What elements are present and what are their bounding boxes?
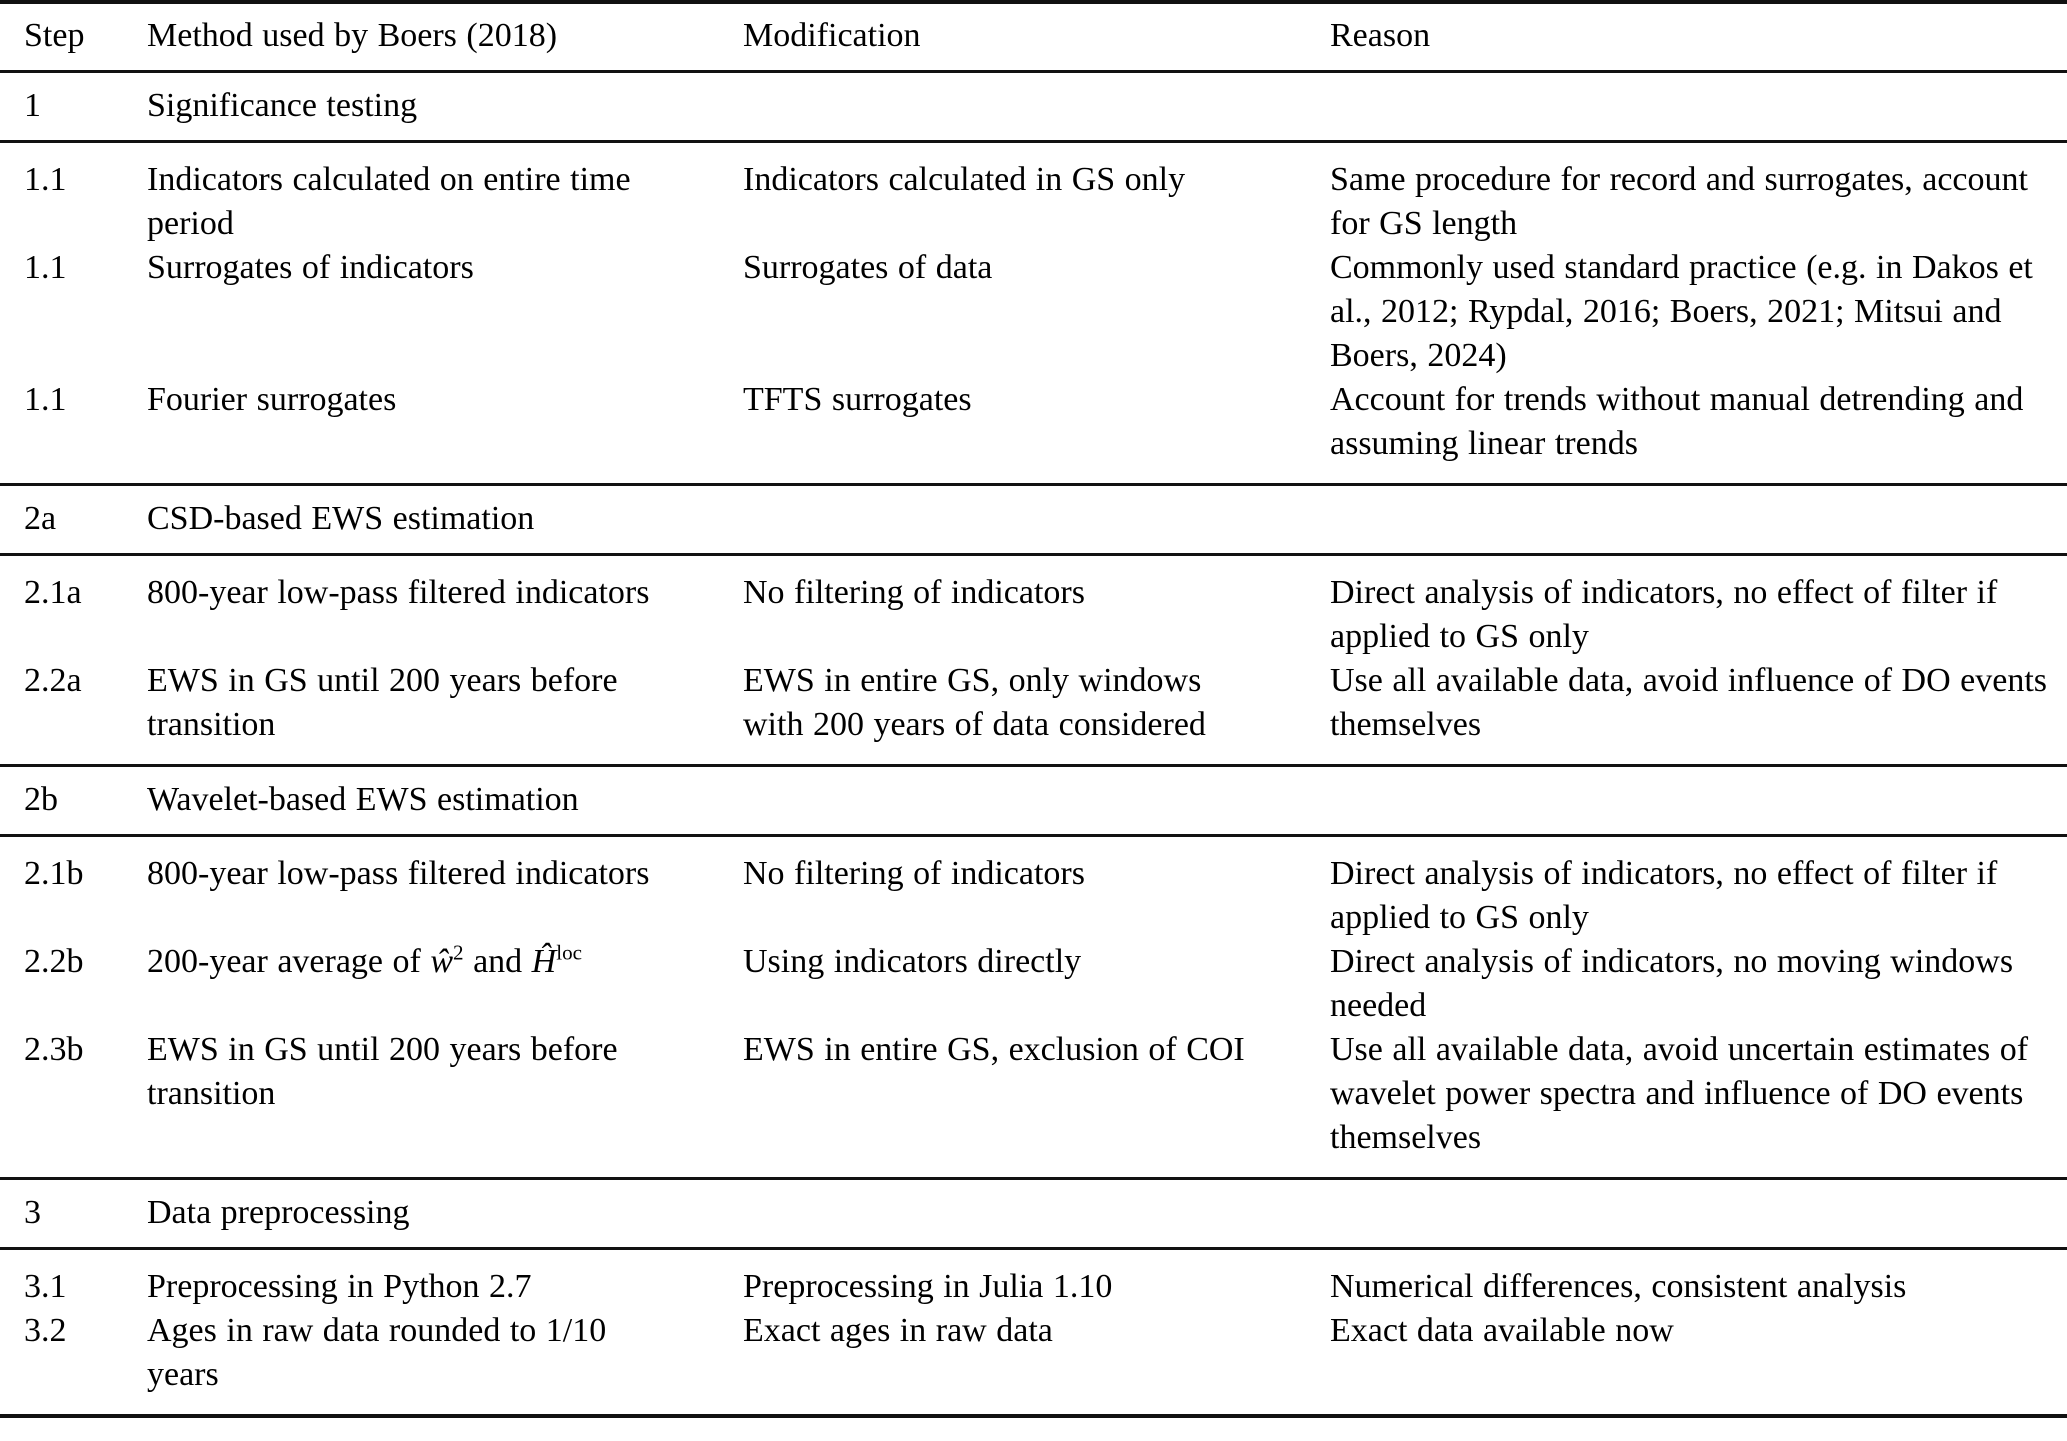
table-row	[0, 659, 2067, 766]
method-cell: Surrogates of indicators	[147, 249, 474, 286]
table-row	[0, 555, 2067, 660]
method-cell: EWS in GS until 200 years before transition	[147, 1031, 618, 1112]
section-step-label: 1	[24, 87, 41, 124]
header-reason: Reason	[1330, 17, 1431, 54]
table-row	[0, 142, 2067, 247]
w-hat-exponent: 2	[453, 940, 464, 965]
method-cell: EWS in GS until 200 years before transition	[147, 662, 618, 743]
header-step: Step	[24, 17, 85, 54]
modification-cell: Exact ages in raw data	[743, 1312, 1053, 1349]
step-cell: 2.2b	[24, 943, 84, 980]
method-cell: 800-year low-pass filtered indicators	[147, 855, 650, 892]
section-row	[0, 72, 2067, 142]
reason-cell: Use all available data, avoid uncertain estimates of wavelet power spectra and influence of DO events themselves	[1330, 1031, 2029, 1156]
reason-cell: Commonly used standard practice (e.g. in Dakos et al., 2012; Rypdal, 2016; Boers, 2021; Mitsui and Boers, 2024)	[1330, 249, 2033, 374]
header-method: Method used by Boers (2018)	[147, 17, 558, 54]
modification-cell: Surrogates of data	[743, 249, 993, 286]
method-cell: Indicators calculated on entire time period	[147, 161, 631, 242]
step-cell: 2.3b	[24, 1031, 84, 1068]
section-title: CSD-based EWS estimation	[147, 500, 535, 537]
modification-cell: No filtering of indicators	[743, 574, 1085, 611]
header-modification: Modification	[743, 17, 921, 54]
step-cell: 1.1	[24, 249, 67, 286]
modification-cell: Indicators calculated in GS only	[743, 161, 1186, 198]
section-header-significance-testing	[0, 72, 2067, 142]
table-row	[0, 940, 2067, 1028]
reason-cell: Exact data available now	[1330, 1312, 1674, 1349]
modification-cell: EWS in entire GS, only windows with 200 years of data considered	[743, 662, 1206, 743]
step-cell: 3.1	[24, 1268, 67, 1305]
modification-cell: Using indicators directly	[743, 943, 1082, 980]
method-cell: Fourier surrogates	[147, 381, 397, 418]
method-cell: Ages in raw data rounded to 1/10 years	[147, 1312, 607, 1393]
method-cell-with-math	[147, 940, 743, 1028]
step-cell: 2.1a	[24, 574, 82, 611]
section-step-label: 3	[24, 1194, 41, 1231]
reason-cell: Direct analysis of indicators, no effect of filter if applied to GS only	[1330, 574, 1998, 655]
section-row	[0, 766, 2067, 836]
table-row	[0, 1028, 2067, 1179]
section-header-data-preprocessing	[0, 1179, 2067, 1249]
reason-cell: Same procedure for record and surrogates, account for GS length	[1330, 161, 2028, 242]
reason-cell: Direct analysis of indicators, no moving windows needed	[1330, 943, 2014, 1024]
modification-cell: EWS in entire GS, exclusion of COI	[743, 1031, 1245, 1068]
section-title: Wavelet-based EWS estimation	[147, 781, 579, 818]
reason-cell: Use all available data, avoid influence of DO events themselves	[1330, 662, 2048, 743]
table-row	[0, 836, 2067, 941]
method-cell: 800-year low-pass filtered indicators	[147, 574, 650, 611]
table-row	[0, 1249, 2067, 1310]
section-wavelet-ews-rows	[0, 836, 2067, 1179]
method-text-prefix: 200-year average of	[147, 943, 431, 980]
section-row	[0, 1179, 2067, 1249]
reason-cell: Account for trends without manual detrending and assuming linear trends	[1330, 381, 2024, 462]
step-cell: 2.2a	[24, 662, 82, 699]
table-row	[0, 246, 2067, 378]
h-hat-superscript: loc	[556, 940, 582, 965]
section-step-label: 2a	[24, 500, 57, 537]
reason-cell: Numerical differences, consistent analysis	[1330, 1268, 1907, 1305]
reason-cell: Direct analysis of indicators, no effect of filter if applied to GS only	[1330, 855, 1998, 936]
table-header-row	[0, 2, 2067, 72]
step-cell: 2.1b	[24, 855, 84, 892]
method-text-and: and	[463, 943, 532, 980]
method-cell: Preprocessing in Python 2.7	[147, 1268, 532, 1305]
section-header-csd-ews	[0, 485, 2067, 555]
w-hat-variable: ŵ	[430, 943, 454, 980]
table-row	[0, 378, 2067, 485]
step-cell: 3.2	[24, 1312, 67, 1349]
step-cell: 1.1	[24, 161, 67, 198]
section-csd-ews-rows	[0, 555, 2067, 766]
section-significance-testing-rows	[0, 142, 2067, 485]
modification-cell: TFTS surrogates	[743, 381, 972, 418]
h-hat-variable: Ĥ	[531, 943, 557, 980]
table-row	[0, 1309, 2067, 1416]
section-header-wavelet-ews	[0, 766, 2067, 836]
modification-cell: Preprocessing in Julia 1.10	[743, 1268, 1113, 1305]
modification-cell: No filtering of indicators	[743, 855, 1085, 892]
step-cell: 1.1	[24, 381, 67, 418]
section-title: Significance testing	[147, 87, 418, 124]
section-row	[0, 485, 2067, 555]
section-step-label: 2b	[24, 781, 58, 818]
section-title: Data preprocessing	[147, 1194, 410, 1231]
section-data-preprocessing-rows	[0, 1249, 2067, 1417]
